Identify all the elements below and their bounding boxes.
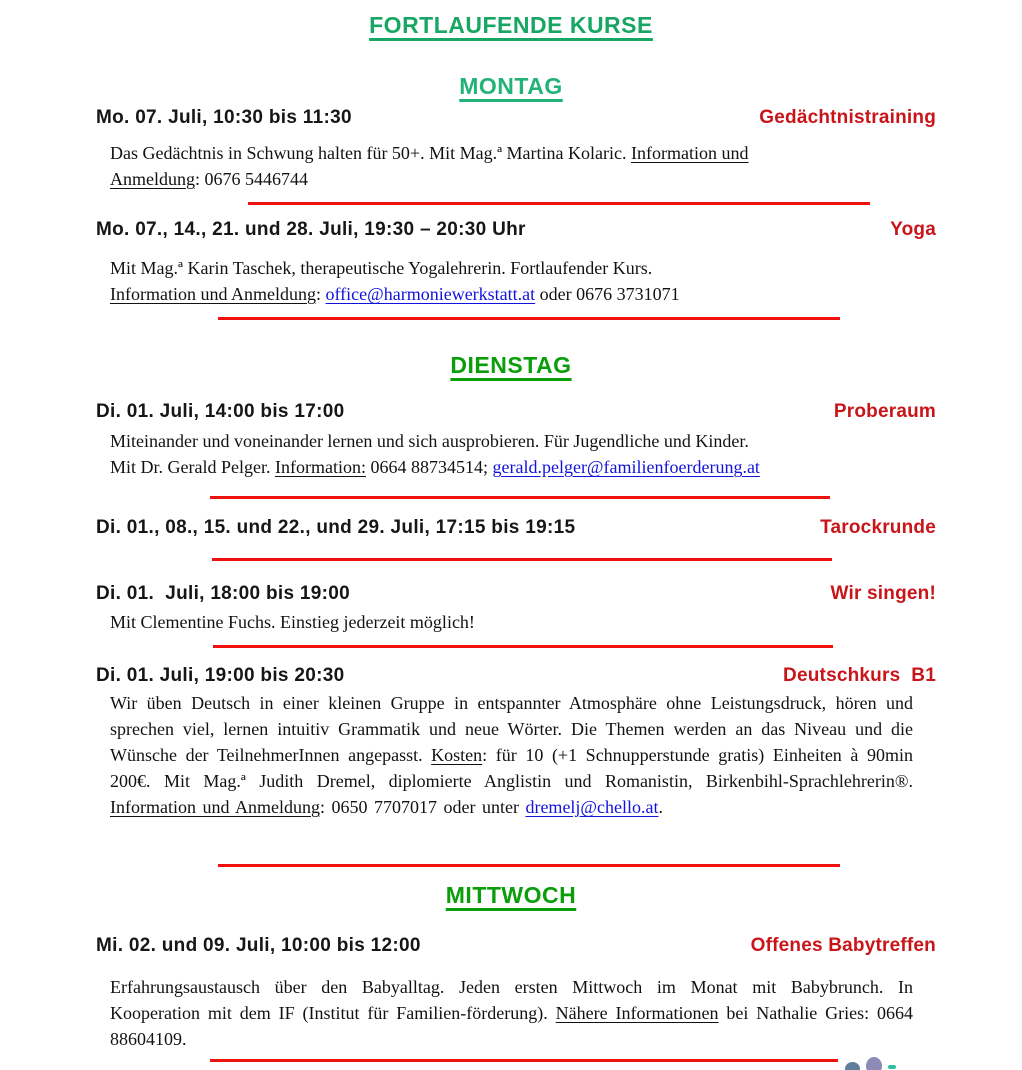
- entry-datetime: Mi. 02. und 09. Juli, 10:00 bis 12:00: [96, 935, 421, 956]
- body-text: : für 10 (+1 Schnupperstunde gratis) Einheiten à 90min 200€. Mit Mag.ª Judith Dremel, diplomierte Anglistin und Romanistin, Birkenbihl-Sprachlehrerin®.: [110, 745, 913, 791]
- page-title-text: FORTLAUFENDE KURSE: [369, 12, 653, 38]
- body-text: .: [658, 797, 663, 817]
- section-heading-dienstag: [0, 352, 1022, 379]
- red-divider: [248, 202, 870, 205]
- body-text: Wir üben Deutsch in einer kleinen Gruppe in entspannter Atmosphäre ohne Leistungsdruck, hören und sprechen viel, lernen intuitiv Grammatik und neue Wörter. Die Themen werden an das Niveau und die Wünsche der TeilnehmerInnen angepasst.: [110, 693, 913, 765]
- red-divider: [218, 317, 840, 320]
- body-text: : 0650 7707017 oder unter: [319, 797, 526, 817]
- entry-datetime: Di. 01. Juli, 14:00 bis 17:00: [96, 401, 345, 422]
- section-heading-mittwoch: [0, 882, 1022, 909]
- entry-course-name: Deutschkurs B1: [783, 665, 936, 686]
- body-text: Erfahrungsaustausch über den Babyalltag. Jeden ersten Mittwoch im Monat mit Babybrunch. In Kooperation mit dem IF (Institut für Familien-förderung).: [110, 977, 913, 1023]
- entry-description: [110, 428, 913, 480]
- body-text: Das Gedächtnis in Schwung halten für 50+. Mit Mag.ª Martina Kolaric.: [110, 143, 632, 163]
- entry-datetime: Di. 01. Juli, 18:00 bis 19:00: [96, 583, 351, 604]
- body-text: Mit Mag.ª Karin Taschek, therapeutische Yogalehrerin. Fortlaufender Kurs.: [110, 258, 653, 278]
- body-text: Mit Clementine Fuchs. Einstieg jederzeit möglich!: [110, 612, 475, 632]
- email-link[interactable]: dremelj@chello.at: [525, 797, 659, 817]
- underlined-text: Information und: [631, 143, 749, 163]
- logo-dot-slate-icon: [845, 1062, 860, 1070]
- section-heading-dienstag-text: DIENSTAG: [450, 352, 572, 378]
- entry-course-name: Tarockrunde: [820, 517, 936, 538]
- email-link[interactable]: gerald.pelger@familienfoerderung.at: [492, 457, 760, 477]
- underlined-text: Nähere Informationen: [555, 1003, 719, 1023]
- entry-course-name: Offenes Babytreffen: [750, 935, 936, 956]
- red-divider: [210, 496, 830, 499]
- entry-course-name: Gedächtnistraining: [759, 107, 936, 128]
- entry-description: [110, 255, 913, 307]
- body-text: oder 0676 3731071: [535, 284, 680, 304]
- section-heading-montag: [0, 73, 1022, 100]
- underlined-text: Kosten: [431, 745, 483, 765]
- entry-row-wir-singen: [96, 583, 936, 605]
- entry-datetime: Di. 01. Juli, 19:00 bis 20:30: [96, 665, 345, 686]
- entry-course-name: Wir singen!: [830, 583, 936, 604]
- entry-datetime: Mo. 07. Juli, 10:30 bis 11:30: [96, 107, 352, 128]
- entry-course-name: Yoga: [890, 219, 936, 240]
- logo-dot-teal-icon: [888, 1065, 896, 1069]
- entry-row-yoga: [96, 219, 936, 241]
- red-divider: [213, 645, 833, 648]
- underlined-text: Anmeldung: [110, 169, 195, 189]
- entry-description: [110, 609, 913, 635]
- entry-description: [110, 690, 913, 820]
- entry-description: [110, 140, 913, 192]
- entry-datetime: Di. 01., 08., 15. und 22., und 29. Juli, 17:15 bis 19:15: [96, 517, 576, 538]
- body-text: 0664 88734514;: [365, 457, 493, 477]
- entry-row-proberaum: [96, 401, 936, 423]
- entry-row-deutschkurs: [96, 665, 936, 687]
- entry-description: [110, 974, 913, 1052]
- section-heading-montag-text: MONTAG: [459, 73, 563, 99]
- underlined-text: Information:: [274, 457, 366, 477]
- entry-row-babytreffen: [96, 935, 936, 957]
- section-heading-mittwoch-text: MITTWOCH: [445, 882, 577, 908]
- logo-dot-purple-icon: [866, 1057, 882, 1070]
- entry-row-tarockrunde: [96, 517, 936, 539]
- body-text: : 0676 5446744: [195, 169, 309, 189]
- red-divider: [210, 1059, 838, 1062]
- body-text: Mit Dr. Gerald Pelger.: [110, 457, 275, 477]
- underlined-text: Information und Anmeldung: [110, 797, 320, 817]
- body-text: Miteinander und voneinander lernen und sich ausprobieren. Für Jugendliche und Kinder.: [110, 431, 749, 451]
- body-text: bei Nathalie Gries: 0664 88604109.: [110, 1003, 913, 1049]
- underlined-text: Information und Anmeldung: [110, 284, 316, 304]
- entry-row-gedaechtnistraining: [96, 107, 936, 129]
- red-divider: [218, 864, 840, 867]
- email-link[interactable]: office@harmoniewerkstatt.at: [325, 284, 536, 304]
- page-title: [0, 12, 1022, 39]
- entry-datetime: Mo. 07., 14., 21. und 28. Juli, 19:30 – 20:30 Uhr: [96, 219, 526, 240]
- red-divider: [212, 558, 832, 561]
- entry-course-name: Proberaum: [833, 401, 936, 422]
- body-text: :: [315, 284, 326, 304]
